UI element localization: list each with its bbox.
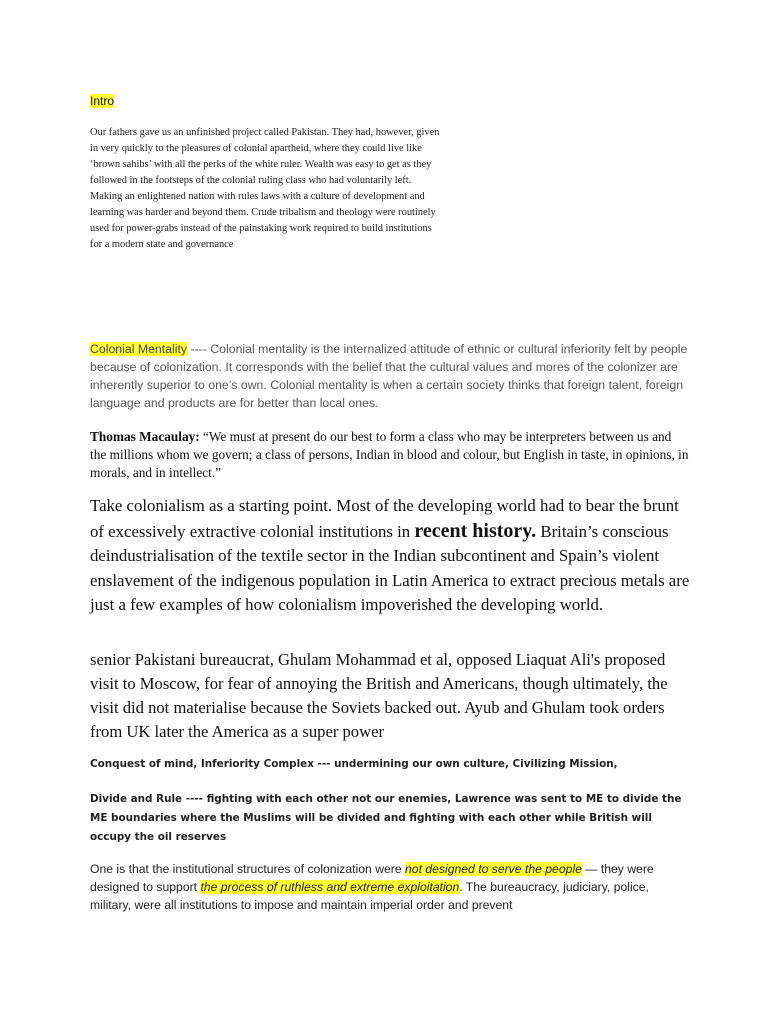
paragraph-colonial-mentality [90, 340, 690, 412]
colonial-mentality-definition: ---- Colonial mentality is the internalized attitude of ethnic or cultural inferiority felt by people because of colonization. It corresponds with the belief that the cultural values and mores of the colonizer are inherently superior to one’s own. Colonial mentality is when a certain society thinks that foreign talent, foreign language and products are for better than local ones. [90, 342, 688, 410]
institutions-text-c: . The bureaucracy, judiciary, police, military, were all institutions to impose and maintain imperial order and prevent [90, 880, 649, 912]
colonialism-text-after: Britain’s conscious deindustrialisation of the textile sector in the Indian subcontinent and Spain’s violent enslavement of the indigenous population in Latin America to extract precious metals are just a few examples of how colonialism impoverished the developing world. [90, 521, 690, 614]
highlight-not-designed: not designed to serve the people [405, 862, 582, 876]
highlight-exploitation: the process of ruthless and extreme exploitation [200, 880, 460, 894]
paragraph-macaulay-quote [90, 428, 690, 482]
colonial-mentality-term: Colonial Mentality [90, 342, 188, 356]
macaulay-speaker: Thomas Macaulay: [90, 429, 200, 444]
intro-label: Intro [90, 94, 115, 108]
institutions-text-a: One is that the institutional structures of colonization were [90, 862, 406, 876]
institutions-text-b: — they were designed to support [90, 862, 654, 894]
macaulay-quote: “We must at present do our best to form a class who may be interpreters between us and the millions whom we govern; a class of persons, Indian in blood and colour, but English in taste, in opinions, in morals, and in intellect.” [90, 429, 689, 480]
colonialism-text-before: Take colonialism as a starting point. Most of the developing world had to bear the brunt of excessively extractive colonial institutions in [90, 496, 679, 541]
paragraph-divide-and-rule: Divide and Rule ---- fighting with each other not our enemies, Lawrence was sent to ME to divide the ME boundaries where the Muslims will be divided and fighting with each other while British will occupy the oil reserves [90, 793, 682, 843]
recent-history-emphasis: recent history. [414, 519, 537, 542]
paragraph-colonialism [90, 494, 690, 618]
paragraph-bureaucrat: senior Pakistani bureaucrat, Ghulam Mohammad et al, opposed Liaquat Ali's proposed visit to Moscow, for fear of annoying the British and Americans, though ultimately, the visit did not materialise because the Soviets backed out. Ayub and Ghulam took orders from UK later the America as a super power [90, 650, 668, 741]
paragraph-conquest-of-mind: Conquest of mind, Inferiority Complex --- undermining our own culture, Civilizing Mission, [90, 758, 618, 770]
paragraph-fathers: Our fathers gave us an unfinished project called Pakistan. They had, however, given in very quickly to the pleasures of colonial apartheid, where they could live like ‘brown sahibs’ with all the perks of the white ruler. Wealth was easy to get as they followed in the footsteps of the colonial ruling class who had voluntarily left. Making an enlightened nation with rules laws with a culture of development and learning was harder and beyond them. Crude tribalism and theology were routinely used for power-grabs instead of the painstaking work required to build institutions for a modern state and governance [90, 127, 440, 250]
intro-heading [90, 93, 114, 109]
paragraph-institutional-structures [90, 860, 690, 914]
